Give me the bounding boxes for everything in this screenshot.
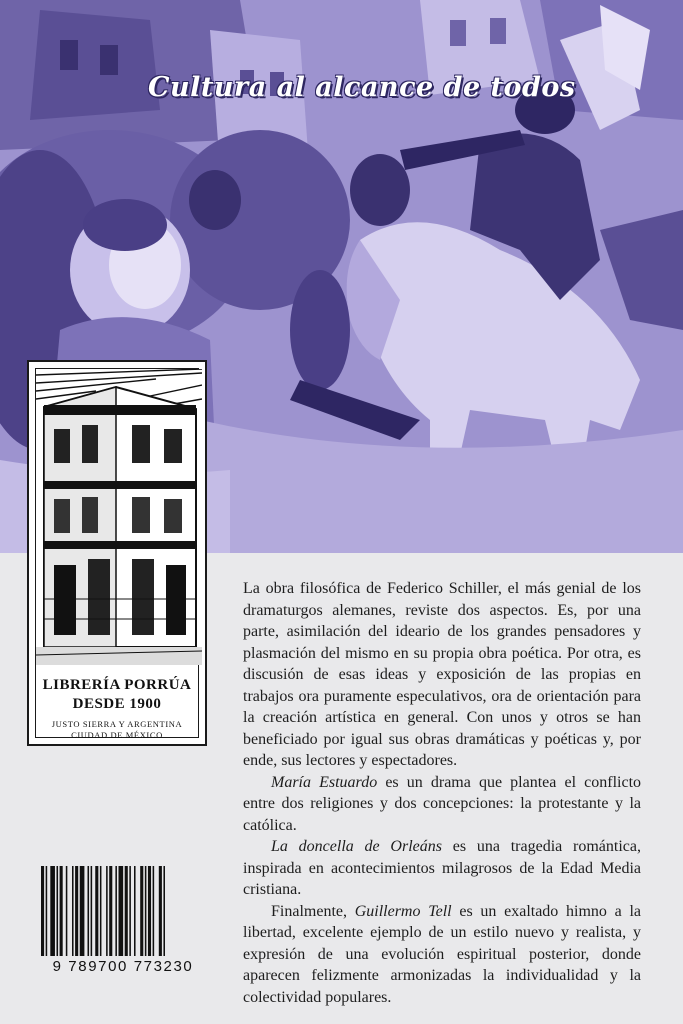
publisher-name-line1: LIBRERÍA PORRÚA (42, 677, 192, 693)
synopsis-paragraph-4-lead: Finalmente, (271, 902, 355, 920)
barcode-bar (115, 866, 117, 956)
barcode-bar (153, 866, 155, 956)
barcode-bar (140, 866, 143, 956)
barcode-bar (46, 866, 48, 956)
barcode-bar (163, 866, 165, 956)
barcode-bar (57, 866, 59, 956)
barcode-bar (109, 866, 112, 956)
publisher-address (36, 719, 198, 741)
barcode-bar (129, 866, 131, 956)
synopsis-text (243, 578, 641, 1008)
publisher-name-line2: DESDE 1900 (72, 696, 162, 712)
synopsis-paragraph-3-text: es una tragedia romántica, inspirada en acontecimientos milagrosos de la Edad Media cristiana. (243, 838, 642, 898)
work-title-guillermo-tell: Guillermo Tell (354, 902, 452, 920)
barcode-bar (148, 866, 151, 956)
barcode-bar (91, 866, 93, 956)
barcode-bar (41, 866, 44, 956)
barcode-bar (50, 866, 55, 956)
bookstore-building-engraving (36, 369, 202, 665)
synopsis-paragraph-2-text: es un drama que plantea el conflicto entre dos religiones y dos concepciones: la protestante y la católica. (243, 773, 642, 834)
barcode-bar (80, 866, 85, 956)
publisher-address-line1: JUSTO SIERRA Y ARGENTINA (51, 719, 183, 729)
publisher-logo (27, 360, 207, 746)
synopsis-paragraph-2 (243, 772, 641, 837)
synopsis-paragraph-3 (243, 836, 641, 901)
barcode-bar (100, 866, 102, 956)
work-title-maria-estuardo: María Estuardo (271, 773, 378, 791)
barcode-bar (95, 866, 98, 956)
barcode-bar (106, 866, 108, 956)
publisher-address-line2: CIUDAD DE MÉXICO (71, 730, 163, 740)
barcode-bar (60, 866, 63, 956)
synopsis-paragraph-4 (243, 901, 641, 1009)
barcode-bar (66, 866, 68, 956)
isbn-number: 9 789700 773230 (52, 958, 194, 975)
synopsis-paragraph-4-text: es un exaltado himno a la libertad, excelente ejemplo de un estilo nuevo y realista, y expresión de una evolución espiritual posterior, donde aparecen felizmente armonizadas la individualidad y la colectividad populares. (243, 902, 641, 1006)
barcode-bar (145, 866, 147, 956)
cover-slogan: Cultura al alcance de todos (148, 72, 576, 103)
barcode-bar (125, 866, 128, 956)
barcode-bar (119, 866, 124, 956)
synopsis-paragraph-1: La obra filosófica de Federico Schiller, el más genial de los dramaturgos alemanes, reviste dos aspectos. Es, por una parte, asimilación del ideario de los grandes pensadores y plasmación del mismo en su propia obra poética. Por otra, es discusión de esas ideas y exposición de las propias en trabajos ora puramente especulativos, ora de orientación para la creación artística en general. Con unos y otros se han beneficiado por igual sus obras dramáticas y poéticas y, por ende, sus lectores y espectadores. (243, 580, 641, 769)
barcode-bar (72, 866, 74, 956)
publisher-name (36, 676, 198, 714)
publisher-logo-frame (35, 368, 199, 738)
barcode-bar (134, 866, 136, 956)
barcode-bar (75, 866, 78, 956)
work-title-doncella-orleans: La doncella de Orleáns (271, 838, 442, 855)
barcode-bar (88, 866, 90, 956)
barcode-bar (159, 866, 162, 956)
